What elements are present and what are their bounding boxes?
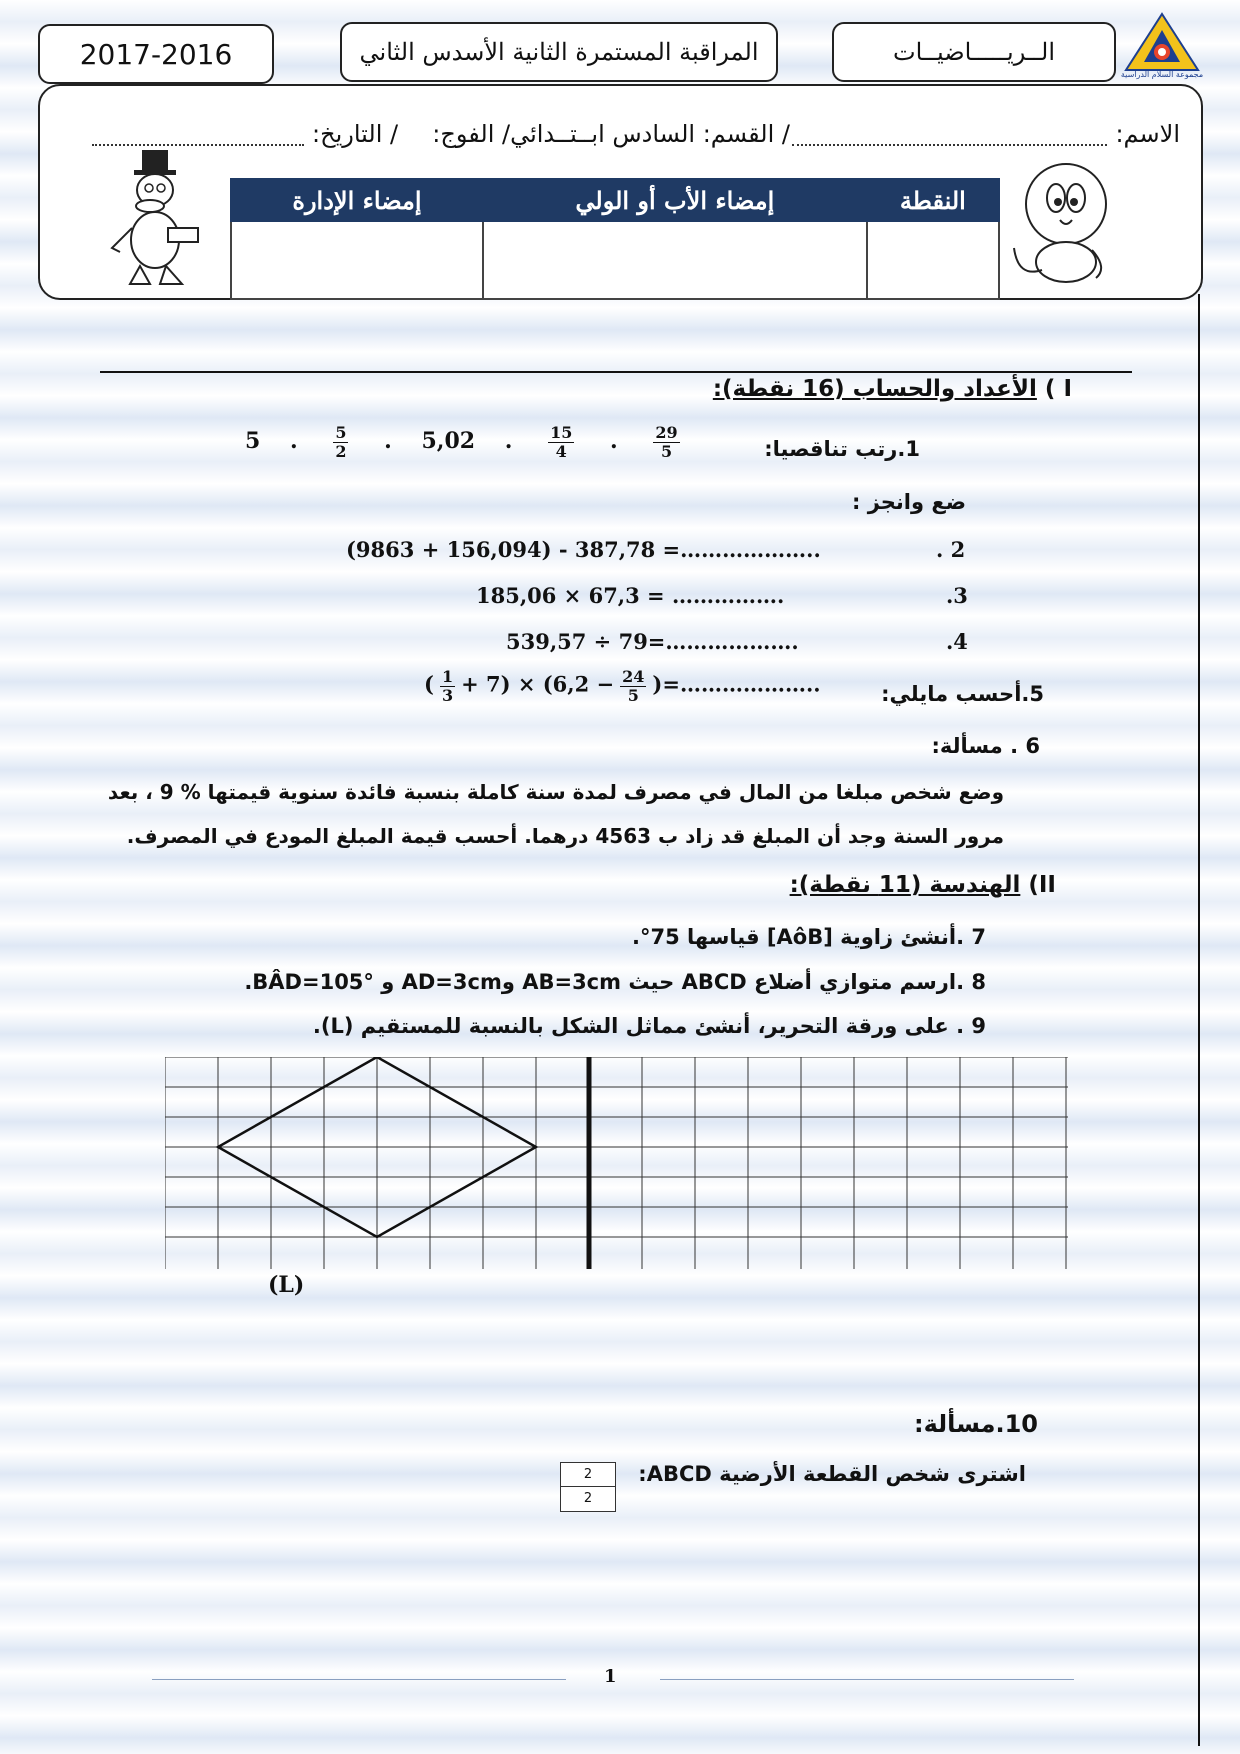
section-2-title: الهندسة (11 نقطة): xyxy=(789,872,1021,898)
section-1-heading: I ) الأعداد والحساب (16 نقطة): xyxy=(712,376,1072,402)
signature-table xyxy=(230,178,1000,300)
q5-mid: + 7) × (6,2 − xyxy=(461,671,615,697)
year-box xyxy=(38,24,274,84)
footer-line-left xyxy=(152,1679,566,1680)
q1-fraction-5-2: $\frac{5}{2}$ xyxy=(335,423,347,461)
subject-title: الــريـــــاضيــات xyxy=(892,38,1056,66)
q1-sep-4: . xyxy=(610,428,618,455)
q1-label: 1.رتب تناقصيا: xyxy=(764,437,920,461)
q5-expression xyxy=(424,668,821,704)
section-divider xyxy=(100,371,1132,373)
q6-title: 6 . مسألة: xyxy=(931,734,1040,758)
q10-box-top: 2 xyxy=(561,1463,615,1487)
q9-text: 9 . على ورقة التحرير، أنشئ مماثل الشكل بالنسبة للمستقيم (L). xyxy=(312,1014,986,1038)
q10-text: اشترى شخص القطعة الأرضية ABCD: xyxy=(638,1462,1026,1486)
logo-text: مجموعة السلام الدراسية xyxy=(1120,70,1204,79)
q3-expression: 185,06 × 67,3 = ……………. xyxy=(476,583,785,608)
q1-sep-2: . xyxy=(384,428,392,455)
q1-item-5: 5 xyxy=(245,428,261,455)
section-2-heading xyxy=(790,872,1056,898)
q1-item-502: 5,02 xyxy=(421,428,476,455)
date-label: / التاريخ: xyxy=(312,120,399,148)
q6-line-2: مرور السنة وجد أن المبلغ قد زاد ب 4563 درهما. أحسب قيمة المبلغ المودع في المصرف. xyxy=(126,824,1004,848)
grade-cell[interactable] xyxy=(867,221,999,299)
section-1-number: I xyxy=(1063,376,1072,402)
q1-sep-3: . xyxy=(504,428,513,455)
q5-fraction-1-3: $\frac{1}{3}$ xyxy=(441,667,454,705)
q1-sep-1: . xyxy=(289,428,298,455)
q5-fraction-24-5: $\frac{24}{5}$ xyxy=(622,667,645,705)
q6-line-1: وضع شخص مبلغا من المال في مصرف لمدة سنة كاملة بنسبة فائدة سنوية قيمتها % 9 ، بعد xyxy=(107,780,1004,804)
q8-text: 8 .ارسم متوازي أضلاع ABCD حيث AB=3cm وAD=3cm و BÂD=105°. xyxy=(244,970,986,994)
q2-expression: (9863 + 156,094) - 387,78 =……………….. xyxy=(346,537,821,562)
q7-text: 7 .أنشئ زاوية [AôB] قياسها 75°. xyxy=(631,925,986,949)
q5-close: )=……………….. xyxy=(652,671,821,697)
parent-signature-cell[interactable] xyxy=(483,221,867,299)
duck-icon xyxy=(100,148,210,290)
grid-lines xyxy=(165,1057,1068,1269)
parent-signature-header: إمضاء الأب أو الولي xyxy=(483,179,867,221)
q10-box-bottom: 2 xyxy=(583,1491,593,1506)
section-2-number: II) xyxy=(1028,872,1056,898)
q1-fraction-15-4: $\frac{15}{4}$ xyxy=(550,423,573,461)
exam-title: المراقبة المستمرة الثانية الأسدس الثاني xyxy=(359,38,759,66)
name-label: الاسم: xyxy=(1115,120,1180,148)
page-right-border xyxy=(1198,294,1200,1746)
class-label: / القسم: السادس ابــتــدائي/ الفوج: xyxy=(432,120,790,148)
q10-title: 10.مسألة: xyxy=(914,1410,1038,1438)
grade-header: النقطة xyxy=(867,179,999,221)
q3-number: .3 xyxy=(946,583,968,608)
admin-signature-header: إمضاء الإدارة xyxy=(231,179,483,221)
q1-items xyxy=(245,424,686,460)
bird-icon xyxy=(1008,158,1118,286)
section-1-title: الأعداد والحساب (16 نقطة): xyxy=(712,376,1037,402)
exam-title-box xyxy=(340,22,778,82)
admin-signature-cell[interactable] xyxy=(231,221,483,299)
symmetry-grid xyxy=(165,1057,1068,1269)
q5-label: 5.أحسب مايلي: xyxy=(881,682,1044,706)
school-logo xyxy=(1122,12,1202,82)
q5-open: ( xyxy=(424,671,434,697)
bird-cartoon xyxy=(1008,158,1118,286)
q10-small-box xyxy=(560,1462,616,1512)
page-number: 1 xyxy=(604,1666,617,1687)
name-field[interactable] xyxy=(792,144,1107,146)
date-field[interactable] xyxy=(92,144,304,146)
duck-cartoon xyxy=(100,148,210,290)
q4-number: .4 xyxy=(946,629,968,654)
q4-expression: 539,57 ÷ 79=………………. xyxy=(506,629,799,654)
q2-number: . 2 xyxy=(936,537,966,562)
place-and-compute-label: ضع وانجز : xyxy=(852,490,966,514)
footer-line-right xyxy=(660,1679,1074,1680)
subject-box xyxy=(832,22,1116,82)
axis-label-L: (L) xyxy=(268,1272,305,1298)
q1-fraction-29-5: $\frac{29}{5}$ xyxy=(655,423,678,461)
year-text: 2017-2016 xyxy=(79,37,233,71)
